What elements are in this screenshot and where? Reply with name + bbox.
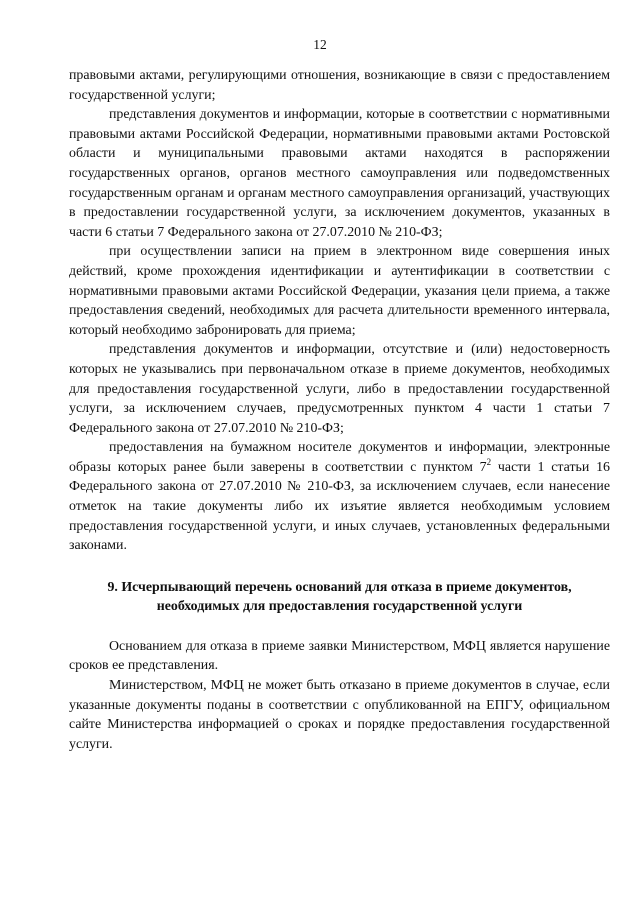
- section-heading-line-2: необходимых для предоставления государственной услуги: [156, 598, 523, 614]
- paragraph-paper-documents: [69, 438, 610, 556]
- section-heading: [69, 578, 610, 616]
- paragraph-refusal-grounds: Основанием для отказа в приеме заявки Министерством, МФЦ является нарушение сроков ее представления.: [69, 638, 610, 674]
- paragraph-documents-in-possession: представления документов и информации, которые в соответствии с нормативными правовыми актами Российской Федерации, нормативными правовыми актами Ростовской области и муниципальными правовыми актами находятся в распоряжении государственных органов, органов местного самоуправления или подведомственных государственным органам и органам местного самоуправления организаций, участвующих в предоставлении государственной услуги, за исключением документов, указанных в части 6 статьи 7 Федерального закона от 27.07.2010 № 210-ФЗ;: [69, 107, 610, 240]
- paragraph-paper-documents-text-end: части 1 статьи 16 Федерального закона от 27.07.2010 № 210-ФЗ, за исключением случаев, если нанесение отметок на такие документы либо их изъятие является необходимым условием предоставления государственной услуги, и иных случаев, установленных федеральными законами.: [69, 459, 610, 554]
- paragraph-electronic-appointment: при осуществлении записи на прием в электронном виде совершения иных действий, кроме прохождения идентификации и аутентификации в соответствии с нормативными правовыми актами Российской Федерации, указания цели приема, а также предоставления сведений, необходимых для расчета длительности временного интервала, который необходимо забронировать для приема;: [69, 244, 610, 338]
- paragraph-paper-documents-text: предоставления на бумажном носителе документов и информации, электронные образы которых ранее были заверены в соответствии с пунктом 7: [69, 440, 610, 475]
- page-number: 12: [313, 37, 327, 52]
- paragraph-continuation: правовыми актами, регулирующими отношения, возникающие в связи с предоставлением государственной услуги;: [69, 68, 610, 103]
- document-body: [69, 66, 610, 754]
- section-heading-line-1: 9. Исчерпывающий перечень оснований для отказа в приеме документов,: [107, 579, 572, 595]
- paragraph-missing-documents: представления документов и информации, отсутствие и (или) недостоверность которых не указывались при первоначальном отказе в приеме документов, необходимых для предоставления государственной услуги, либо в предоставлении государственной услуги, за исключением случаев, предусмотренных пунктом 4 части 1 статьи 7 Федерального закона от 27.07.2010 № 210-ФЗ;: [69, 342, 610, 436]
- paragraph-refusal-not-allowed: Министерством, МФЦ не может быть отказано в приеме документов в случае, если указанные документы поданы в соответствии с опубликованной на ЕПГУ, официальном сайте Министерства информацией о сроках и порядке предоставления государственной услуги.: [69, 678, 610, 752]
- superscript-number: 2: [486, 456, 492, 467]
